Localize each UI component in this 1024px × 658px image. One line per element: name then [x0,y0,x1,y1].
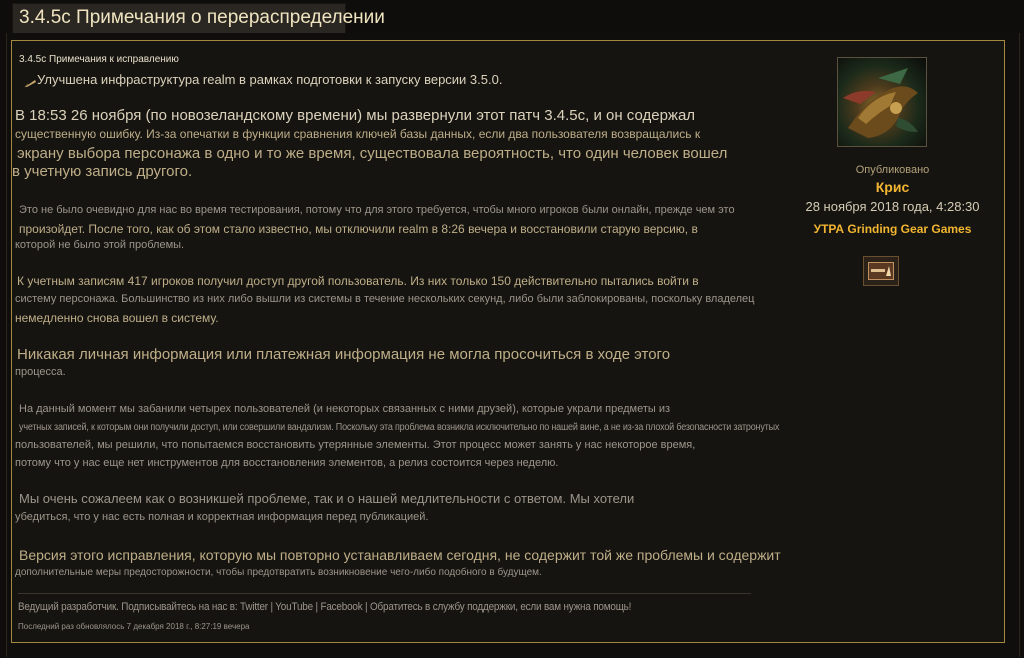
signature-text[interactable]: Ведущий разработчик. Подписывайтесь на нас в: Twitter | YouTube | Facebook | Обратитесь в службу поддержки, если вам нужна помощь! [18,601,632,613]
post-heading: 3.4.5c Примечания к исправлению [19,54,179,65]
p3-line-3: немедленно снова вошел в систему. [15,311,219,325]
posted-label: Опубликовано [855,164,930,176]
p2-line-2: произойдет. После того, как об этом стало известно, мы отключили realm в 8:26 вечера и восстановили старую версию, в [19,222,698,236]
forum-post [11,40,1005,643]
title-bar [12,3,385,35]
page-title: 3.4.5c Примечания о перераспределении [19,7,385,28]
p7-line-1: Версия этого исправления, которую мы повторно устанавливаем сегодня, не содержит той же проблемы и содержит [19,547,781,563]
bullet-text: Улучшена инфраструктура realm в рамках подготовки к запуску версии 3.5.0. [37,72,503,87]
p1-line-2: существенную ошибку. Из-за опечатки в функции сравнения ключей базы данных, если два пользователя возвращались к [15,127,701,141]
p5-line-4: потому что у нас еще нет инструментов для восстановления элементов, а релиз состоится через неделю. [15,457,559,469]
post-date: 28 ноября 2018 года, 4:28:30 [805,199,980,214]
p1-line-4: в учетную запись другого. [12,163,193,180]
avatar[interactable] [837,57,927,147]
p7-line-2: дополнительные меры предосторожности, чтобы предотвратить возникновение чего-либо подобного в будущем. [15,567,542,578]
last-edited: Последний раз обновлялось 7 декабря 2018 г., 8:27:19 вечера [18,622,250,631]
author-sidebar [780,41,1005,642]
staff-badge-icon [863,256,899,286]
author-role: УТРА Grinding Gear Games [813,222,972,236]
quill-icon [24,76,37,86]
p5-line-2: учетных записей, к которым они получили доступ, или совершили вандализм. Поскольку эта проблема возникла исключительно по нашей вине, а не из-за плохой безопасности затронутых [19,422,780,433]
p4-line-2: процесса. [15,366,66,378]
p3-line-2: систему персонажа. Большинство из них либо вышли из системы в течение нескольких секунд, либо были заблокированы, поскольку владелец [15,293,755,305]
signature-divider [18,593,751,594]
p6-line-1: Мы очень сожалеем как о возникшей проблеме, так и о нашей медлительности с ответом. Мы хотели [19,491,635,506]
post-content [12,41,781,642]
avatar-image [838,58,926,146]
p1-line-1: В 18:53 26 ноября (по новозеландскому времени) мы развернули этот патч 3.4.5c, и он содержал [15,107,696,124]
p6-line-2: убедиться, что у нас есть полная и корректная информация перед публикацией. [15,511,429,523]
p5-line-1: На данный момент мы забанили четырех пользователей (и некоторых связанных с ними друзей), которые украли предметы из [19,403,671,415]
p2-line-3: которой не было этой проблемы. [15,239,185,251]
p1-line-3: экрану выбора персонажа в одно и то же время, существовала вероятность, что один человек вошел [17,145,728,162]
p5-line-3: пользователей, мы решили, что попытаемся восстановить утерянные элементы. Этот процесс может занять у нас некоторое время, [15,439,696,451]
author-name[interactable]: Крис [875,179,910,195]
bullet-line [24,72,502,87]
p4-line-1: Никакая личная информация или платежная информация не могла просочиться в ходе этого [17,346,671,363]
p2-line-1: Это не было очевидно для нас во время тестирования, потому что для этого требуется, чтобы много игроков были онлайн, прежде чем это [19,204,735,216]
p3-line-1: К учетным записям 417 игроков получил доступ другой пользователь. Из них только 150 действительно пытались войти в [17,274,699,288]
